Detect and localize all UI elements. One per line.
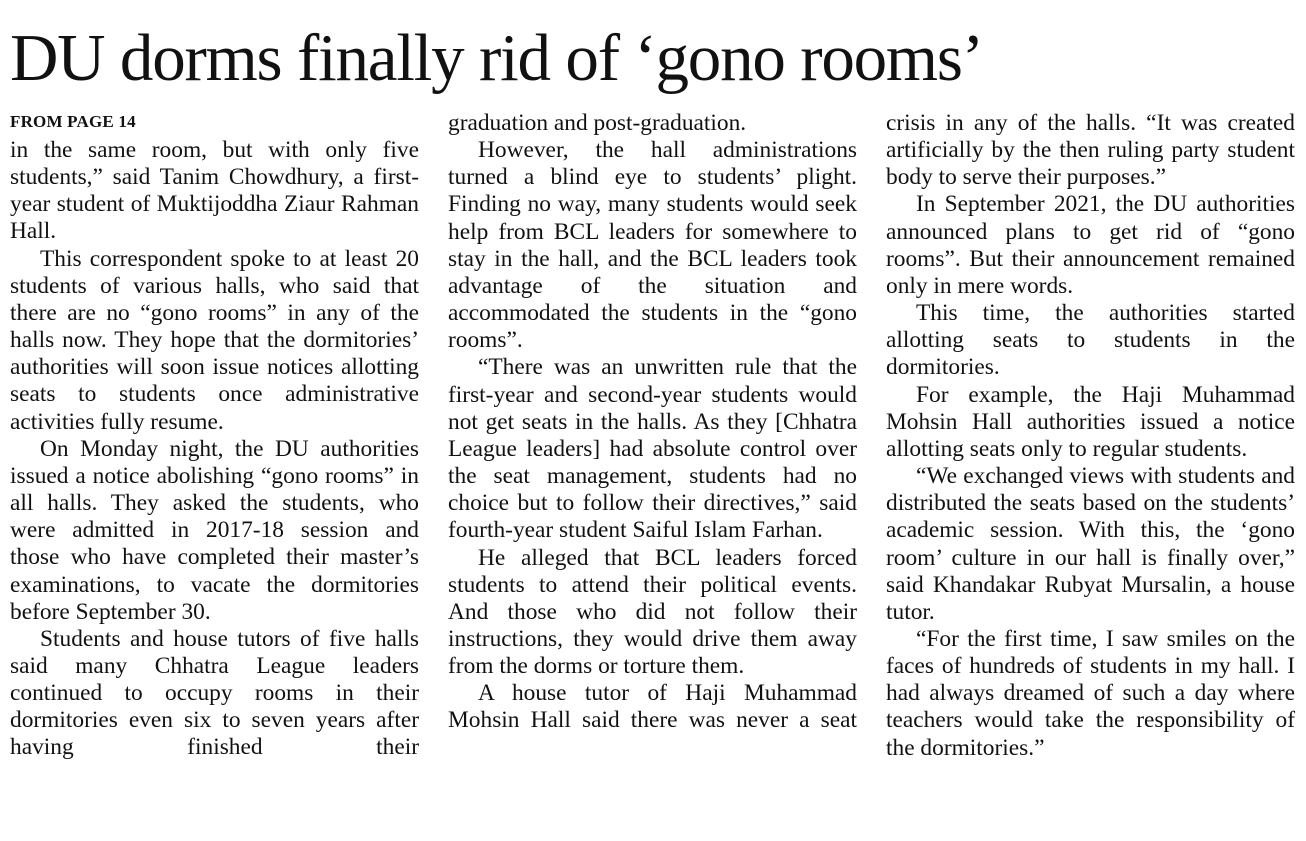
paragraph: in the same room, but with only five students,” said Tanim Chowdhury, a first-year student of Muktijoddha Ziaur Rahman Hall. <box>10 137 419 245</box>
jump-line: FROM PAGE 14 <box>10 112 136 131</box>
paragraph: “For the first time, I saw smiles on the faces of hundreds of students in my hall. I had always dreamed of such a day where teachers would take the responsibility of the dormitories.” <box>886 625 1295 761</box>
paragraph: In September 2021, the DU authorities announced plans to get rid of “gono rooms”. But their announcement remained only in mere words. <box>886 191 1295 299</box>
paragraph: graduation and post-graduation. <box>448 110 747 136</box>
column-3 <box>886 110 1295 762</box>
paragraph: Students and house tutors of five halls said many Chhatra League leaders continued to occupy rooms in their dormitories even six to seven years after having finished their <box>10 625 419 761</box>
paragraph: This time, the authorities started allotting seats to students in the dormitories. <box>886 300 1295 381</box>
headline: DU dorms finally rid of ‘gono rooms’ <box>10 21 983 95</box>
paragraph: This correspondent spoke to at least 20 students of various halls, who said that there are no “gono rooms” in any of the halls now. They hope that the dormitories’ authorities will soon issue notices allotting seats to students once administrative activities fully resume. <box>10 245 419 435</box>
paragraph: “There was an unwritten rule that the first-year and second-year students would not get seats in the halls. As they [Chhatra League leaders] had absolute control over the seat management, students had no choice but to follow their directives,” said fourth-year student Saiful Islam Farhan. <box>448 354 857 544</box>
paragraph: “We exchanged views with students and distributed the seats based on the students’ academic session. With this, the ‘gono room’ culture in our hall is finally over,” said Khandakar Rubyat Mursalin, a house tutor. <box>886 463 1295 625</box>
paragraph: A house tutor of Haji Muhammad Mohsin Hall said there was never a seat <box>448 680 857 734</box>
paragraph: However, the hall administrations turned a blind eye to students’ plight. Finding no way, many students would seek help from BCL leaders for somewhere to stay in the hall, and the BCL leaders took advantage of the situation and accommodated the students in the “gono rooms”. <box>448 137 857 354</box>
paragraph: crisis in any of the halls. “It was created artificially by the then ruling party student body to serve their purposes.” <box>886 110 1295 191</box>
paragraph: For example, the Haji Muhammad Mohsin Hall authorities issued a notice allotting seats only to regular students. <box>886 381 1295 462</box>
column-1 <box>10 110 419 762</box>
column-2 <box>448 110 857 735</box>
paragraph: On Monday night, the DU authorities issued a notice abolishing “gono rooms” in all halls. They asked the students, who were admitted in 2017-18 session and those who have completed their master’s examinations, to vacate the dormitories before September 30. <box>10 435 419 625</box>
paragraph: He alleged that BCL leaders forced students to attend their political events. And those who did not follow their instructions, they would drive them away from the dorms or torture them. <box>448 544 857 680</box>
